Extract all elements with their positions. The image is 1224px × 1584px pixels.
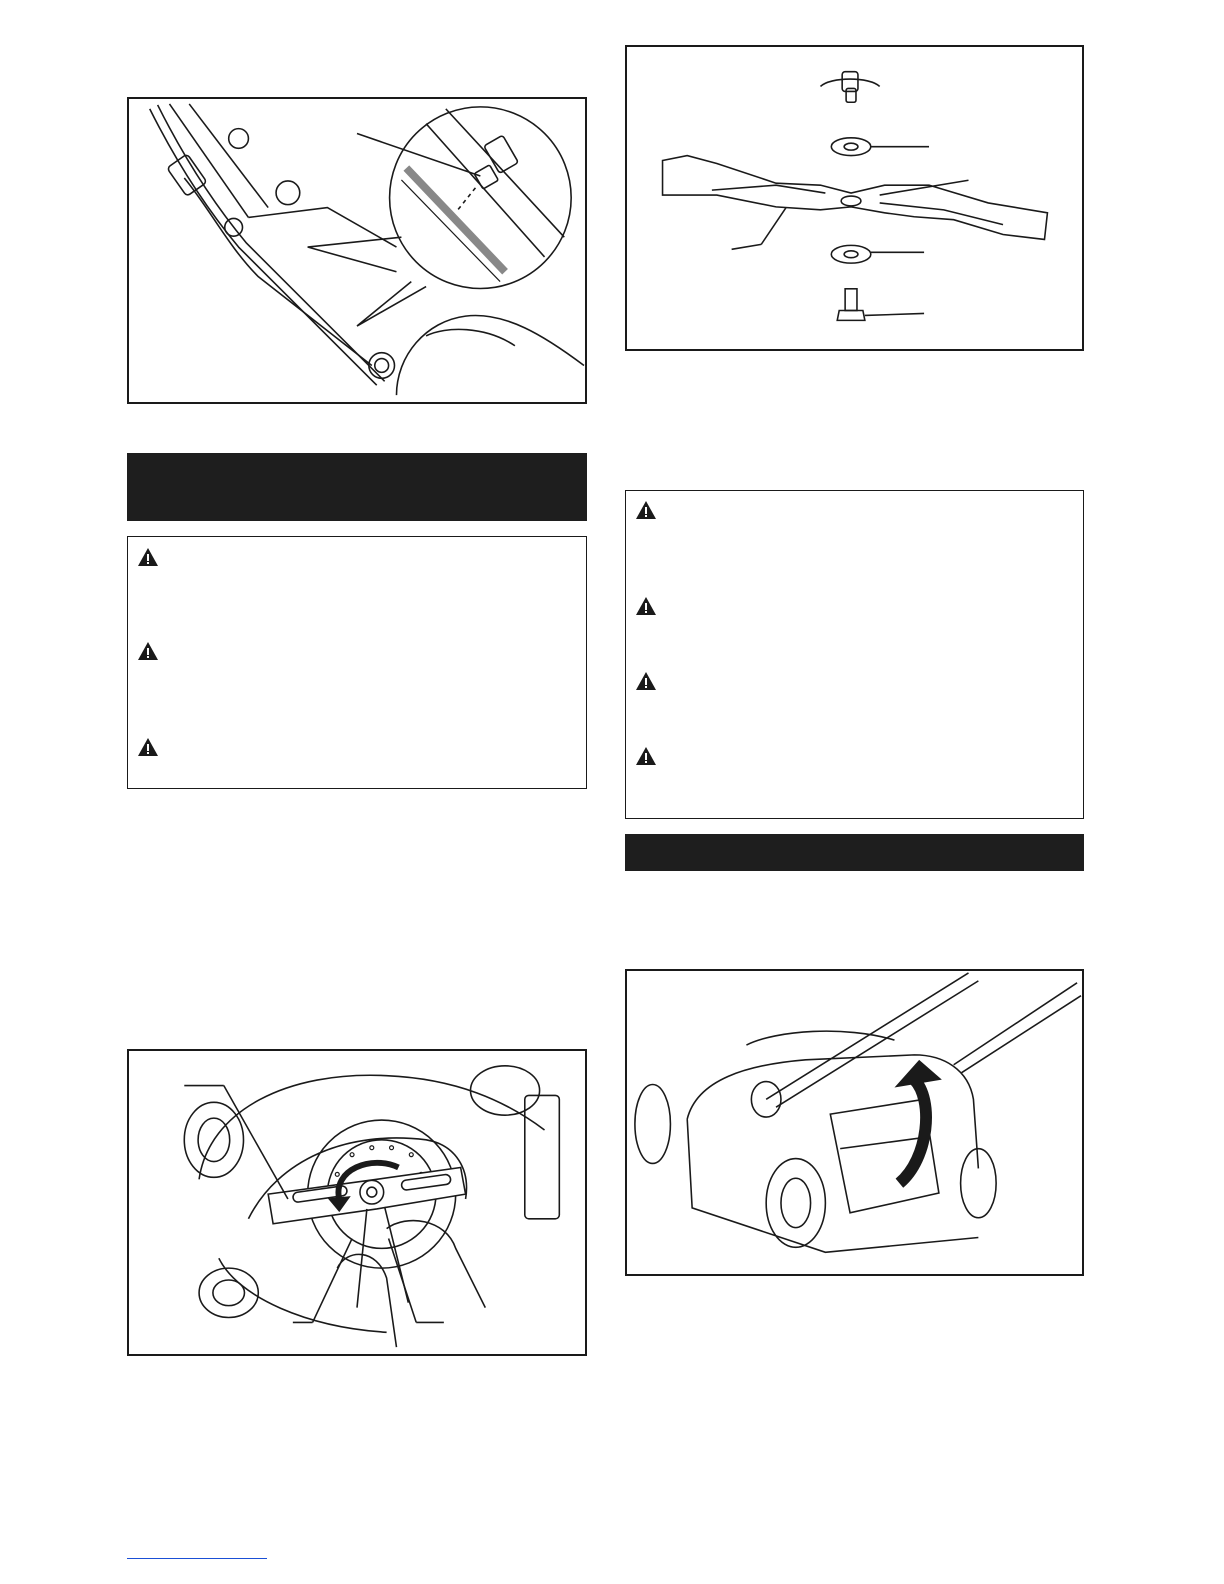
- warning-triangle-icon: [635, 746, 657, 766]
- rear-flap-drawing: [627, 971, 1082, 1274]
- figure-handle-cable-clamp: [127, 97, 587, 404]
- warning-triangle-icon: [137, 547, 159, 567]
- blade-assembly-drawing: [627, 47, 1082, 349]
- figure-blade-assembly: [625, 45, 1084, 351]
- warning-triangle-icon: [635, 596, 657, 616]
- section-header-bar-left: [127, 453, 587, 521]
- warning-triangle-icon: [635, 500, 657, 520]
- section-header-bar-right: [625, 834, 1084, 871]
- figure-blade-removal: [127, 1049, 587, 1356]
- handle-cable-clamp-drawing: [129, 99, 585, 402]
- warning-triangle-icon: [137, 737, 159, 757]
- warning-box-left: [127, 536, 587, 789]
- warning-triangle-icon: [635, 671, 657, 691]
- footer-link-underline[interactable]: [127, 1558, 267, 1559]
- warning-triangle-icon: [137, 641, 159, 661]
- warning-box-right: [625, 490, 1084, 819]
- blade-removal-drawing: [129, 1051, 585, 1354]
- figure-rear-flap: [625, 969, 1084, 1276]
